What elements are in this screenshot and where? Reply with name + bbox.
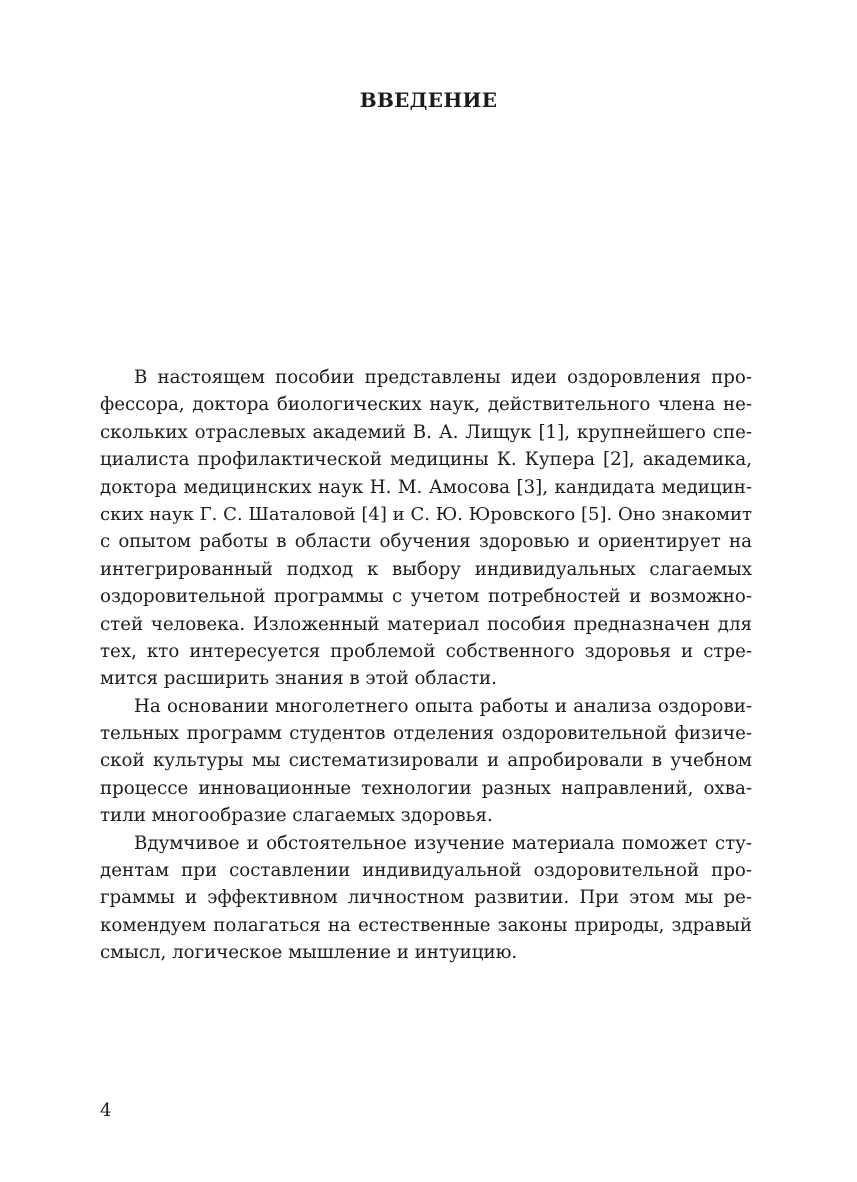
text-line: смысл, логическое мышление и интуицию. (100, 942, 518, 964)
text-line: дентам при составлении индивидуальной оздоровительной про- (100, 860, 752, 882)
body-text (100, 364, 752, 967)
text-line: тельных программ студентов отделения оздоровительной физиче- (100, 723, 752, 745)
text-line: Вдумчивое и обстоятельное изучение материала поможет сту- (134, 832, 752, 854)
page-number: 4 (100, 1100, 112, 1121)
text-line: мится расширить знания в этой области. (100, 668, 497, 690)
text-line: оздоровительной программы с учетом потребностей и возможно- (100, 586, 752, 608)
paragraph-1 (100, 364, 752, 693)
text-line: На основании многолетнего опыта работы и анализа оздорови- (134, 695, 752, 717)
text-line: с опытом работы в области обучения здоровью и ориентирует на (100, 531, 752, 553)
text-line: доктора медицинских наук Н. М. Амосова [3], кандидата медицин- (100, 476, 752, 498)
text-line: тили многообразие слагаемых здоровья. (100, 805, 493, 827)
text-line: циалиста профилактической медицины К. Купера [2], академика, (100, 449, 752, 471)
text-line: стей человека. Изложенный материал пособия предназначен для (100, 613, 752, 635)
text-line: граммы и эффективном личностном развитии. При этом мы ре- (100, 887, 752, 909)
text-line: тех, кто интересуется проблемой собственного здоровья и стре- (100, 640, 752, 662)
page-title: ВВЕДЕНИЕ (359, 88, 498, 112)
text-line: ской культуры мы систематизировали и апробировали в учебном (100, 750, 752, 772)
paragraph-3 (100, 830, 752, 967)
text-line: комендуем полагаться на естественные законы природы, здравый (100, 914, 752, 936)
text-line: интегрированный подход к выбору индивидуальных слагаемых (100, 558, 752, 580)
text-line: процессе инновационные технологии разных направлений, охва- (100, 777, 752, 799)
paragraph-2 (100, 693, 752, 830)
text-line: фессора, доктора биологических наук, действительного члена не- (100, 394, 752, 416)
text-line: ских наук Г. С. Шаталовой [4] и С. Ю. Юровского [5]. Оно знакомит (100, 503, 752, 525)
text-line: В настоящем пособии представлены идеи оздоровления про- (134, 367, 752, 388)
text-line: скольких отраслевых академий В. А. Лищук [1], крупнейшего спе- (100, 421, 752, 443)
